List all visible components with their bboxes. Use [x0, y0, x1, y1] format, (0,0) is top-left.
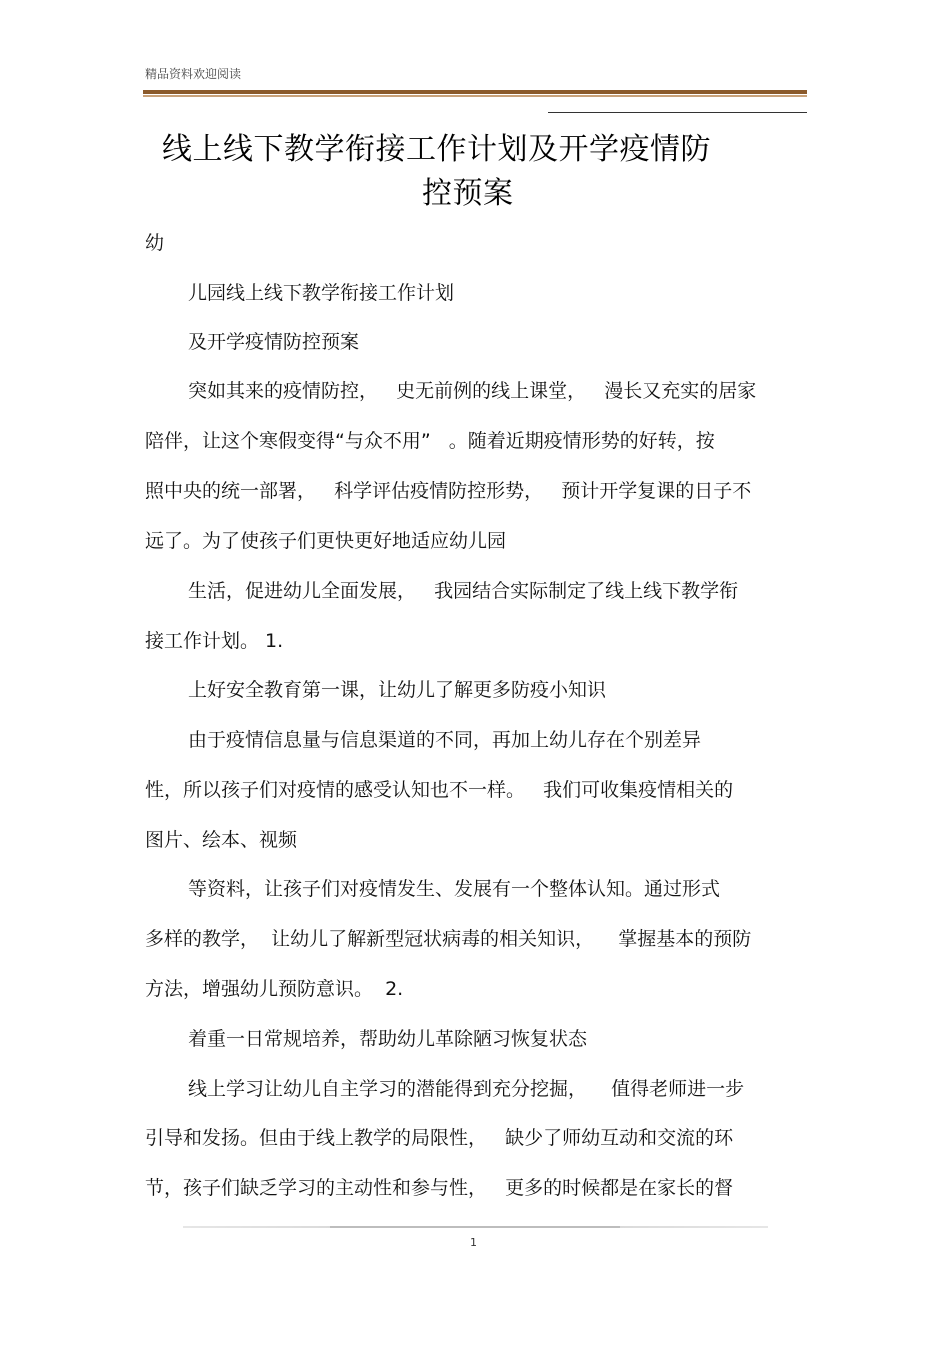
body-line: 多样的教学， 让幼儿了解新型冠状病毒的相关知识， 掌握基本的预防 — [145, 928, 752, 950]
body-line: 引导和发扬。但由于线上教学的局限性， 缺少了师幼互动和交流的环 — [145, 1127, 734, 1149]
section-heading: 着重一日常规培养，帮助幼儿革除陋习恢复状态 — [188, 1028, 588, 1050]
page-number: 1 — [470, 1236, 477, 1249]
header-rule — [143, 90, 807, 94]
header-rule-thin — [548, 112, 807, 113]
body-line: 节，孩子们缺乏学习的主动性和参与性， 更多的时候都是在家长的督 — [145, 1177, 734, 1199]
body-line: 生活，促进幼儿全面发展， 我园结合实际制定了线上线下教学衔 — [188, 580, 739, 602]
body-line: 图片、绘本、视频 — [145, 829, 298, 851]
body-line: 幼 — [145, 232, 165, 254]
body-line: 由于疫情信息量与信息渠道的不同，再加上幼儿存在个别差异 — [188, 729, 702, 751]
body-line: 儿园线上线下教学衔接工作计划 — [188, 282, 455, 304]
body-line: 远了。为了使孩子们更快更好地适应幼儿园 — [145, 530, 507, 552]
body-line: 线上学习让幼儿自主学习的潜能得到充分挖掘， 值得老师进一步 — [188, 1078, 745, 1100]
body-line: 照中央的统一部署， 科学评估疫情防控形势， 预计开学复课的日子不 — [145, 480, 752, 502]
section-heading: 上好安全教育第一课，让幼儿了解更多防疫小知识 — [188, 679, 607, 701]
body-line: 性，所以孩子们对疫情的感受认知也不一样。 我们可收集疫情相关的 — [145, 779, 734, 801]
running-header: 精品资料欢迎阅读 — [145, 67, 242, 81]
document-title-line-1: 线上线下教学衔接工作计划及开学疫情防 — [162, 132, 711, 167]
body-line: 方法，增强幼儿预防意识。 2. — [145, 978, 404, 1000]
body-line: 突如其来的疫情防控， 史无前例的线上课堂， 漫长又充实的居家 — [188, 380, 757, 402]
body-line: 及开学疫情防控预案 — [188, 331, 360, 353]
body-line: 等资料，让孩子们对疫情发生、发展有一个整体认知。通过形式 — [188, 878, 721, 900]
body-line: 陪伴，让这个寒假变得“与众不用” 。随着近期疫情形势的好转，按 — [145, 430, 715, 452]
header-rule-accent — [143, 95, 807, 97]
document-title-line-2: 控预案 — [422, 176, 514, 211]
body-line: 接工作计划。 1. — [145, 630, 284, 652]
footer-rule-accent — [330, 1226, 620, 1228]
